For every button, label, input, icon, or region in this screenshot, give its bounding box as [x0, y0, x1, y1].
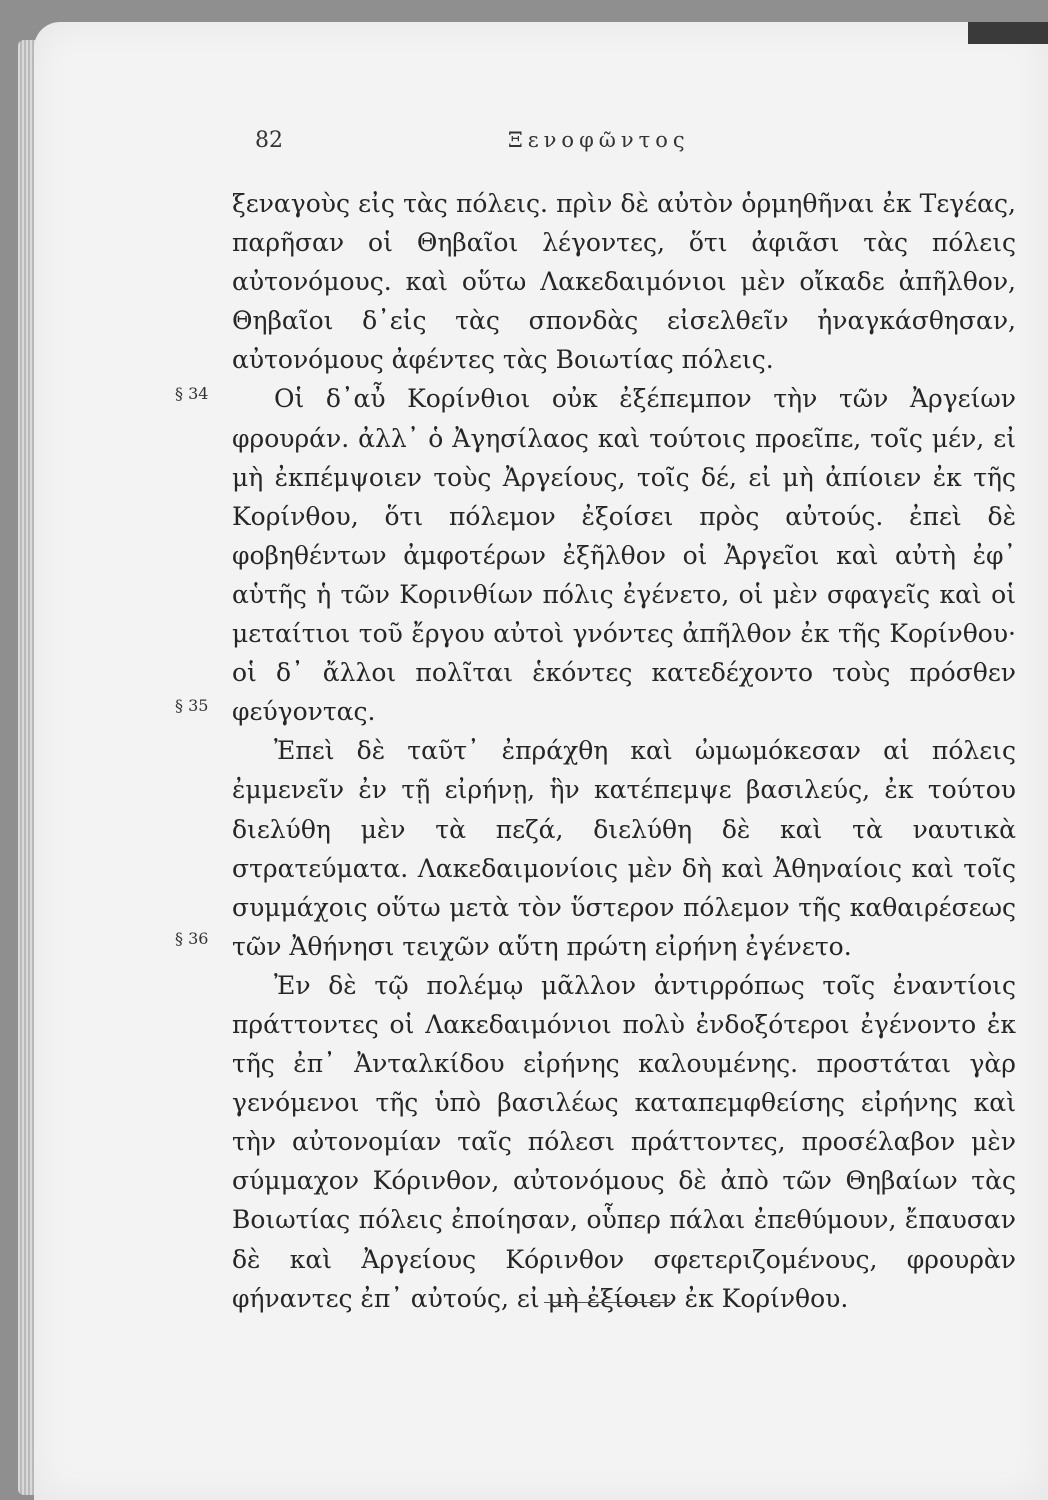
section-mark-34: § 34	[175, 384, 209, 403]
scan-corner-shadow	[968, 22, 1048, 44]
paragraph: Ἐν δὲ τῷ πολέμῳ μᾶλλον ἀντιρρόπως τοῖς ἐναντίοις πράττοντες οἱ Λακεδαιμόνιοι πολὺ ἐνδοξότεροι ἐγένοντο ἐκ τῆς ἐπ᾽ Ἀνταλκίδου εἰρήνης καλουμένης. προστάται γὰρ γενόμενοι τῆς ὑπὸ βασιλέως καταπεμφθείσης εἰρήνης καὶ τὴν αὐτονομίαν ταῖς πόλεσι πράττοντες, προσέλαβον μὲν σύμμαχον Κόρινθον, αὐτονόμους δὲ ἀπὸ τῶν Θηβαίων τὰς Βοιωτίας πόλεις ἐποίησαν, οὗπερ πάλαι ἐπεθύμουν, ἔπαυσαν δὲ καὶ Ἀργείους Κόρινθον σφετεριζομένους, φρουρὰν φήναντες ἐπ᾽ αὐτούς, εἰ μὴ ἐξίοιεν ἐκ Κορίνθου.	[232, 970, 1016, 1313]
paragraph: Οἱ δ᾽αὖ Κορίνθιοι οὐκ ἐξέπεμπον τὴν τῶν Ἀργείων φρουράν. ἀλλ᾽ ὁ Ἀγησίλαος καὶ τούτοις προεῖπε, τοῖς μέν, εἰ μὴ ἐκπέμψοιεν τοὺς Ἀργείους, τοῖς δέ, εἰ μὴ ἀπίοιεν ἐκ τῆς Κορίνθου, ὅτι πόλεμον ἐξοίσει πρὸς αὐτούς. ἐπεὶ δὲ φοβηθέντων ἀμφοτέρων ἐξῆλθον οἱ Ἀργεῖοι καὶ αὐτὴ ἐφ᾽ αὑτῆς ἡ τῶν Κορινθίων πόλις ἐγένετο, οἱ μὲν σφαγεῖς καὶ οἱ μεταίτιοι τοῦ ἔργου αὐτοὶ γνόντες ἀπῆλθον ἐκ τῆς Κορίνθου· οἱ δ᾽ ἄλλοι πολῖται ἑκόντες κατεδέχοντο τοὺς πρόσθεν φεύγοντας.	[232, 384, 1016, 727]
running-title: Ξενοφῶντος	[508, 128, 690, 152]
chapter-end-rule	[544, 1302, 670, 1303]
paragraph: ξεναγοὺς εἰς τὰς πόλεις. πρὶν δὲ αὐτὸν ὁρμηθῆναι ἐκ Τεγέας, παρῆσαν οἱ Θηβαῖοι λέγοντες, ὅτι ἀφιᾶσι τὰς πόλεις αὐτονόμους. καὶ οὕτω Λακεδαιμόνιοι μὲν οἴκαδε ἀπῆλθον, Θηβαῖοι δ᾽εἰς τὰς σπονδὰς εἰσελθεῖν ἠναγκάσθησαν, αὐτονόμους ἀφέντες τὰς Βοιωτίας πόλεις.	[232, 189, 1016, 375]
paragraph: Ἐπεὶ δὲ ταῦτ᾽ ἐπράχθη καὶ ὠμωμόκεσαν αἱ πόλεις ἐμμενεῖν ἐν τῇ εἰρήνῃ, ἣν κατέπεμψε βασιλεύς, ἐκ τούτου διελύθη μὲν τὰ πεζά, διελύθη δὲ καὶ τὰ ναυτικὰ στρατεύματα. Λακεδαιμονίοις μὲν δὴ καὶ Ἀθηναίοις καὶ τοῖς συμμάχοις οὕτω μετὰ τὸν ὕστερον πόλεμον τῆς καθαιρέσεως τῶν Ἀθήνησι τειχῶν αὕτη πρώτη εἰρήνη ἐγένετο.	[232, 736, 1016, 961]
page-number: 82	[255, 128, 283, 153]
page-header	[0, 128, 1048, 168]
body-text	[232, 184, 1016, 1318]
section-mark-35: § 35	[175, 696, 209, 715]
section-mark-36: § 36	[175, 929, 209, 948]
